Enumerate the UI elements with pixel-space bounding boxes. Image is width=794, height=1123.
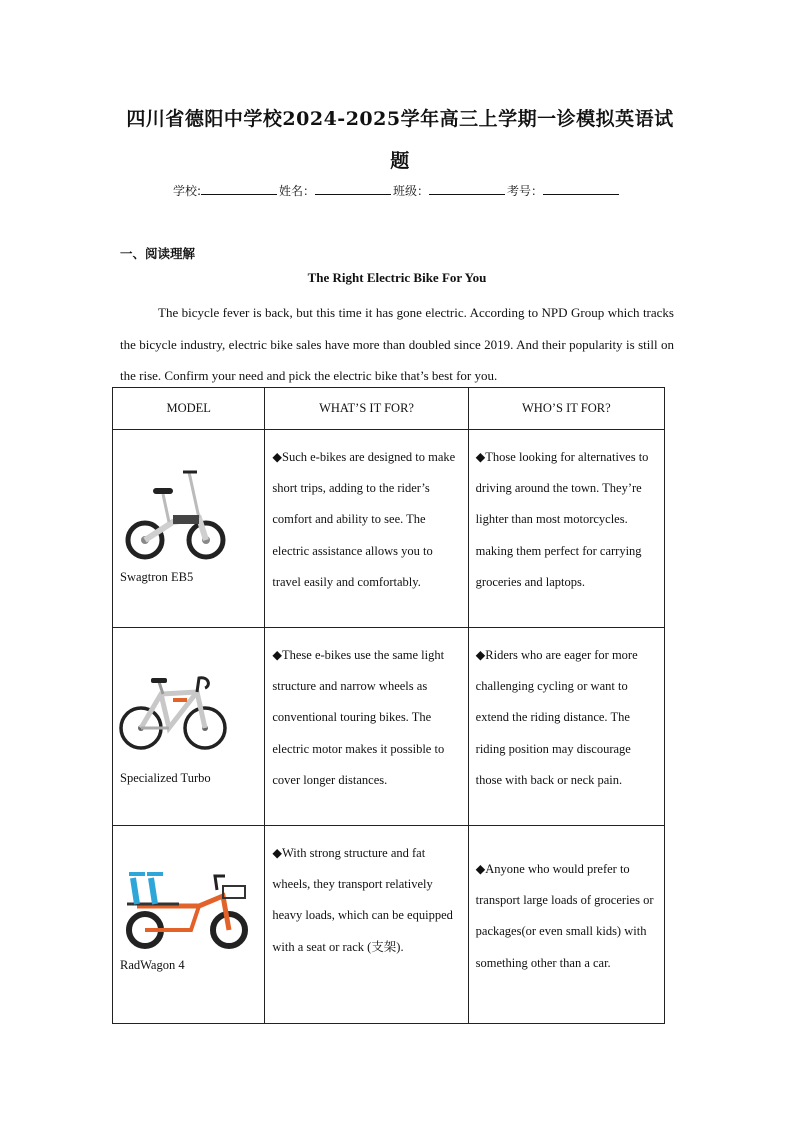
class-blank[interactable] bbox=[429, 182, 505, 195]
who-cell bbox=[468, 826, 664, 1024]
table-row bbox=[113, 826, 665, 1024]
model-name: RadWagon 4 bbox=[120, 958, 185, 972]
exam-number-field bbox=[507, 182, 621, 199]
exam-number-blank[interactable] bbox=[543, 182, 619, 195]
model-cell bbox=[113, 430, 265, 628]
header-what: WHAT’S IT FOR? bbox=[265, 388, 468, 430]
who-text: ◆Those looking for alternatives to driving around the town. They’re lighter than most motorcycles. making them perfect for carrying groceries and laptops. bbox=[475, 450, 649, 589]
header-who: WHO’S IT FOR? bbox=[468, 388, 664, 430]
what-text: ◆With strong structure and fat wheels, they transport relatively heavy loads, which can be equipped with a seat or rack (支架). bbox=[272, 846, 453, 954]
student-info-line bbox=[0, 182, 794, 199]
touring-ebike-image bbox=[119, 662, 227, 758]
header-model: MODEL bbox=[113, 388, 265, 430]
who-cell bbox=[468, 628, 664, 826]
model-name: Swagtron EB5 bbox=[120, 570, 194, 584]
who-text: ◆Anyone who would prefer to transport large loads of groceries or packages(or even small kids) with something other than a car. bbox=[475, 862, 654, 970]
article-title: The Right Electric Bike For You bbox=[307, 270, 487, 285]
school-field bbox=[173, 182, 279, 199]
model-cell bbox=[113, 628, 265, 826]
folding-ebike-image bbox=[123, 460, 233, 564]
model-name: Specialized Turbo bbox=[120, 771, 211, 785]
what-text: ◆These e-bikes use the same light structure and narrow wheels as conventional touring bikes. The electric motor makes it possible to cover longer distances. bbox=[272, 648, 445, 787]
school-label: 学校: bbox=[172, 184, 201, 198]
name-field bbox=[279, 182, 393, 199]
table-row bbox=[113, 430, 665, 628]
what-cell bbox=[265, 628, 468, 826]
name-label: 姓名： bbox=[279, 184, 316, 198]
class-label: 班级： bbox=[393, 184, 430, 198]
name-blank[interactable] bbox=[315, 182, 391, 195]
table-row bbox=[113, 628, 665, 826]
who-text: ◆Riders who are eager for more challenging cycling or want to extend the riding distance. The riding position may discourage those with back or neck pain. bbox=[475, 648, 638, 787]
article-paragraph: The bicycle fever is back, but this time it has gone electric. According to NPD Group which tracks the bicycle industry, electric bike sales have more than doubled since 2019. And their popularity is still on the rise. Confirm your need and pick the electric bike that’s best for you. bbox=[120, 305, 674, 383]
what-text: ◆Such e-bikes are designed to make short trips, adding to the rider’s comfort and ability to see. The electric assistance allows you to travel easily and comfortably. bbox=[272, 450, 456, 589]
class-field bbox=[393, 182, 507, 199]
section-title: 一、阅读理解 bbox=[120, 246, 196, 261]
exam-number-label: 考号： bbox=[507, 184, 544, 198]
who-cell bbox=[468, 430, 664, 628]
what-cell bbox=[265, 430, 468, 628]
page-title-line2: 题 bbox=[390, 150, 410, 172]
what-cell bbox=[265, 826, 468, 1024]
model-cell bbox=[113, 826, 265, 1024]
bike-comparison-table bbox=[112, 387, 665, 1024]
cargo-ebike-image bbox=[119, 866, 253, 952]
table-header-row bbox=[113, 388, 665, 430]
school-blank[interactable] bbox=[201, 182, 277, 195]
page-title-line1: 四川省德阳中学校2024-2025学年高三上学期一诊模拟英语试 bbox=[126, 108, 674, 130]
